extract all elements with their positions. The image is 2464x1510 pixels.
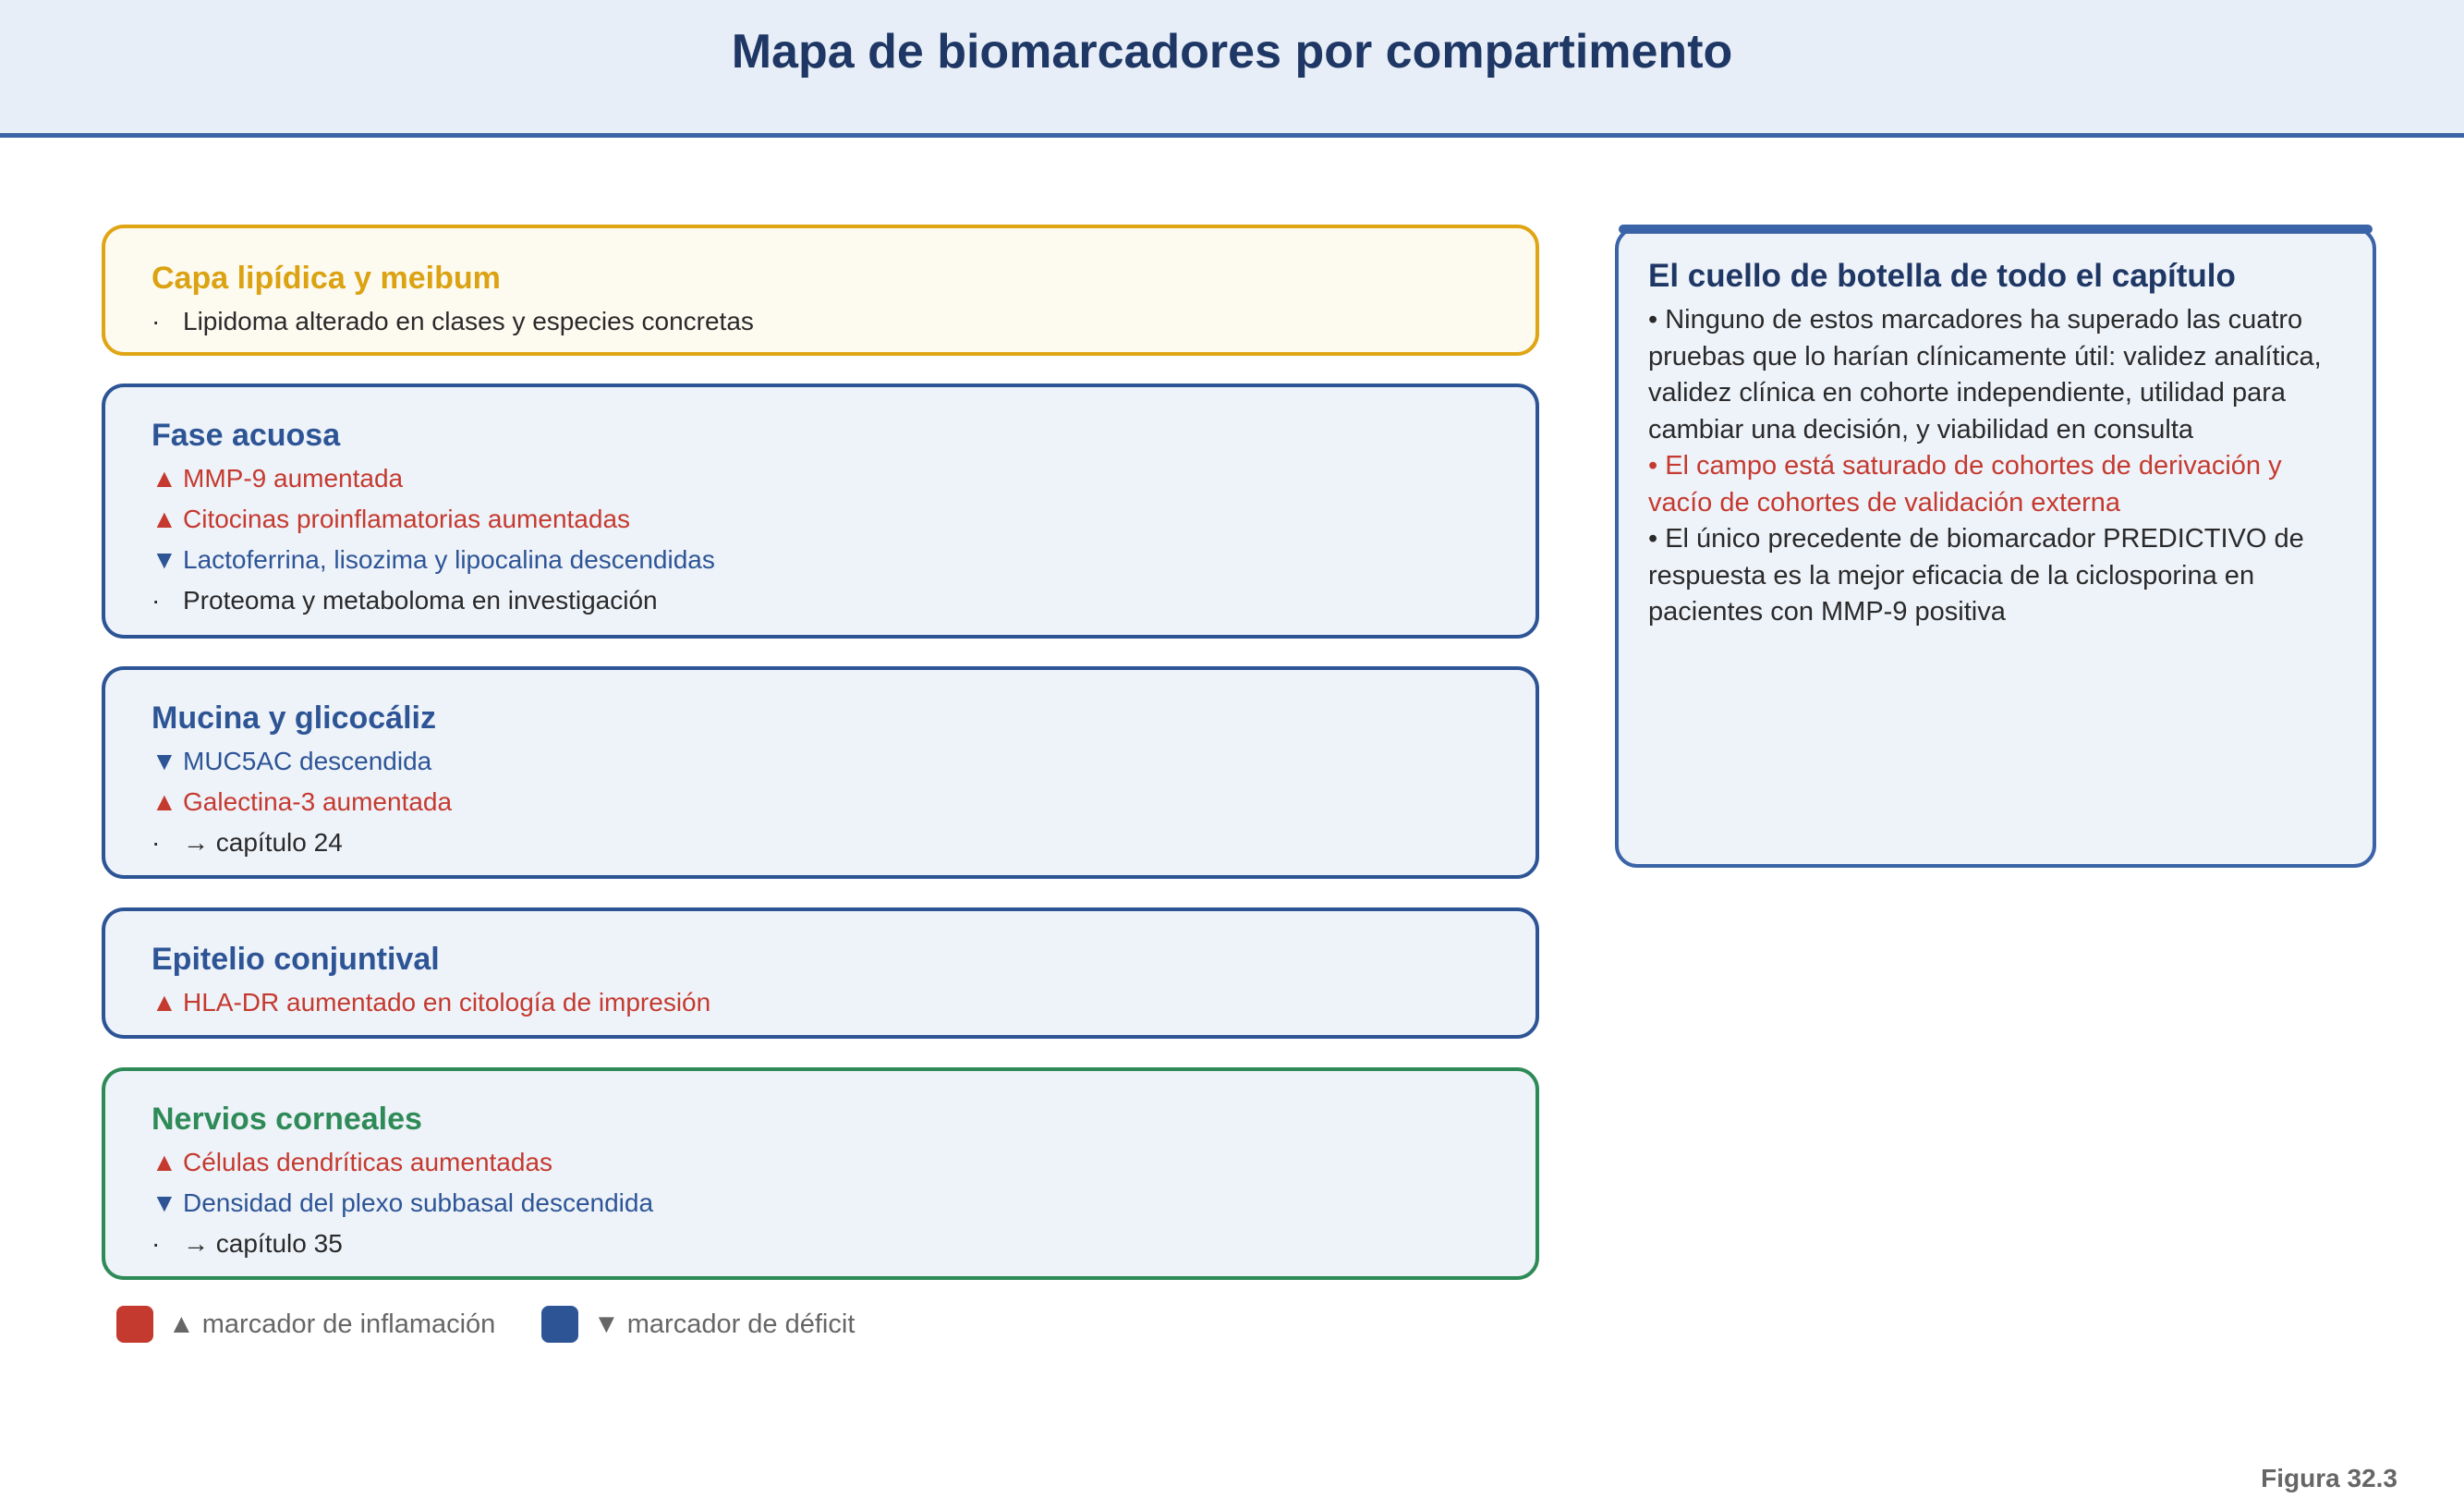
callout-point: • El único precedente de biomarcador PREDICTIVO de respuesta es la mejor eficacia de la ciclosporina en pacientes con MMP-9 positiva [1648,524,2304,627]
biomarker-item [152,463,1535,504]
compartment-title: Epitelio conjuntival [152,942,440,977]
biomarker-item [152,1187,1535,1228]
biomarker-item [152,306,1535,347]
compartment-title: Capa lipídica y meibum [152,261,501,296]
biomarker-item [152,1147,1535,1187]
biomarker-text: HLA-DR aumentado en citología de impresión [183,988,711,1017]
header-banner [0,0,2464,138]
compartment-corneal-nerves [102,1067,1539,1280]
compartment-mucin-glycocalyx [102,666,1539,879]
biomarker-item [152,544,1535,585]
neutral-marker: · [152,307,161,335]
compartment-title: Mucina y glicocáliz [152,700,436,736]
biomarker-text: Galectina-3 aumentada [183,787,453,816]
up-triangle-icon: ▲ [152,988,177,1017]
up-triangle-icon: ▲ [152,787,177,816]
neutral-marker: · [152,586,161,615]
biomarker-text: Lactoferrina, lisozima y lipocalina descendidas [183,545,715,574]
down-triangle-icon: ▼ [152,747,177,775]
biomarker-text: Citocinas proinflamatorias aumentadas [183,505,631,533]
up-triangle-icon: ▲ [152,464,177,493]
chapter-reference: → capítulo 35 [183,1229,343,1258]
biomarker-text: Densidad del plexo subbasal descendida [183,1188,654,1217]
biomarker-text: MMP-9 aumentada [183,464,404,493]
chapter-reference: → capítulo 24 [183,828,343,857]
legend-deficit [541,1305,855,1344]
up-triangle-icon: ▲ [152,505,177,533]
down-triangle-icon: ▼ [152,1188,177,1217]
page-title: Mapa de biomarcadores por compartimento [731,25,1733,79]
neutral-marker: · [152,828,161,857]
biomarker-text: Células dendríticas aumentadas [183,1148,553,1176]
legend-label: ▼ marcador de déficit [593,1309,856,1339]
biomarker-text: MUC5AC descendida [183,747,432,775]
biomarker-item [152,786,1535,827]
biomarker-item [152,504,1535,544]
neutral-marker: · [152,1229,161,1258]
figure-label: Figura 32.3 [2261,1464,2397,1492]
bottleneck-callout [1615,226,2376,868]
legend-inflammation [116,1305,495,1344]
compartment-title: Nervios corneales [152,1102,422,1137]
biomarker-text: Proteoma y metaboloma en investigación [183,586,658,615]
biomarker-item [152,1228,1535,1269]
compartment-lipid-layer [102,225,1539,356]
compartment-title: Fase acuosa [152,418,341,453]
biomarker-item [152,827,1535,868]
legend-label: ▲ marcador de inflamación [168,1309,496,1339]
legend-swatch-blue [541,1306,578,1343]
biomarker-item [152,746,1535,786]
compartment-conjunctival-epithelium [102,907,1539,1039]
biomarker-item [152,987,1535,1028]
callout-title: El cuello de botella de todo el capítulo [1648,258,2236,294]
down-triangle-icon: ▼ [152,545,177,574]
callout-accent-bar [1619,225,2373,234]
biomarker-text: Lipidoma alterado en clases y especies concretas [183,307,754,335]
biomarker-item [152,585,1535,626]
callout-point: • Ninguno de estos marcadores ha superado las cuatro pruebas que lo harían clínicamente útil: validez analítica, validez clínica en cohorte independiente, utilidad para cambiar una decisión, y viabilidad en consulta [1648,305,2322,444]
compartment-aqueous-phase [102,384,1539,639]
callout-point-highlight: • El campo está saturado de cohortes de derivación y vacío de cohortes de validación externa [1648,451,2282,518]
up-triangle-icon: ▲ [152,1148,177,1176]
legend-swatch-red [116,1306,153,1343]
